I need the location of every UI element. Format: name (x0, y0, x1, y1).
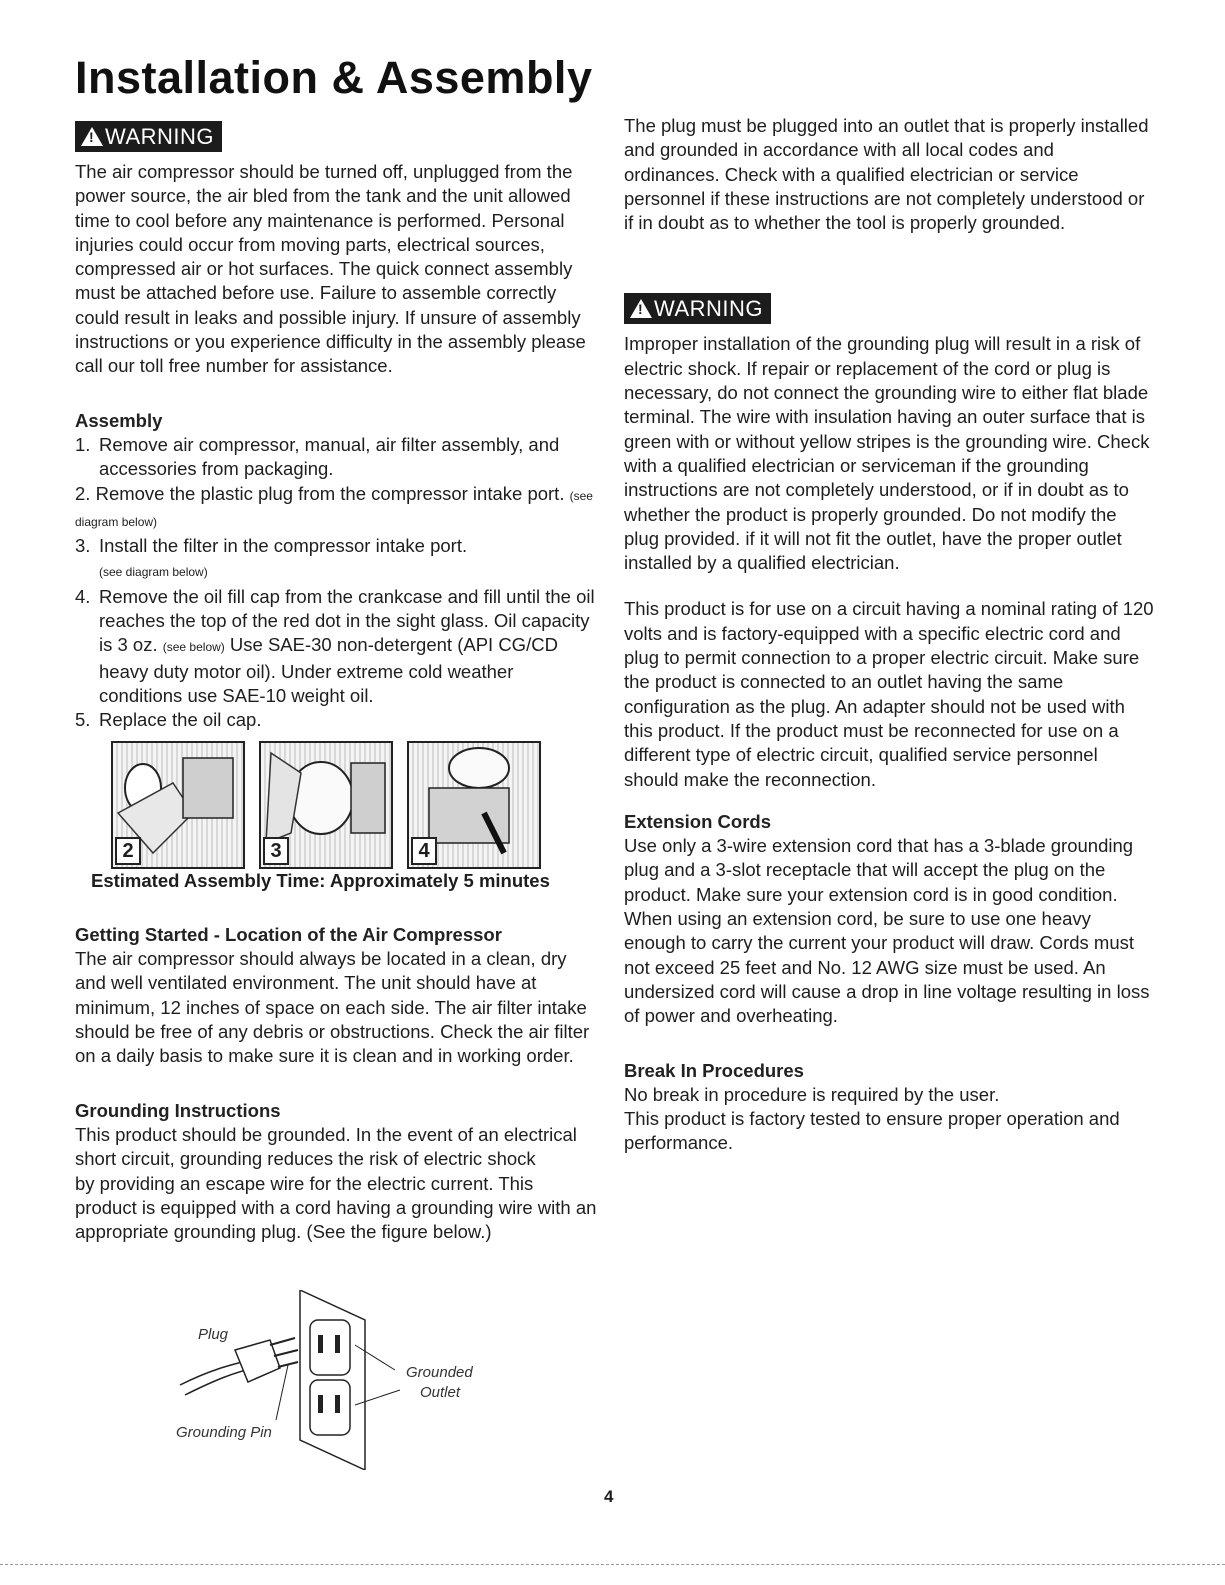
outlet-label: Outlet (420, 1384, 461, 1401)
plug-outlet-text: The plug must be plugged into an outlet that is properly installed and grounded in accordance with all local codes and ordinances. Check with a qualified electrician or service personnel if these instructions are not completely understood or if in doubt as to whether the tool is properly grounded. (624, 115, 1149, 234)
bottom-divider (0, 1564, 1225, 1565)
assembly-step: 4. Remove the oil fill cap from the crankcase and fill until the oil reaches the top of the red dot in the sight glass. Oil capacity is 3 oz. (see below) Use SAE-30 non-detergent (API CG/CD heavy duty motor oil). Under extreme cold weather conditions use SAE-10 weight oil. (75, 585, 595, 706)
right-column (624, 114, 1154, 1156)
left-column (75, 121, 600, 1244)
warning-triangle-icon (630, 299, 652, 318)
warning-text: The air compressor should be turned off, unplugged from the power source, the air bled from the tank and the unit allowed time to cool before any maintenance is performed. Personal injuries could occur from moving parts, electrical sources, compressed air or hot surfaces. The quick connect assembly must be attached before use. Failure to assemble correctly could result in leaks and possible injury. If unsure of assembly instructions or you experience difficulty in the assembly please call our toll free number for assistance. (75, 161, 586, 377)
grounding-plug-figure (170, 1290, 530, 1470)
assembly-photos (111, 741, 600, 869)
warning-label: WARNING (105, 124, 215, 149)
warning-label: WARNING (654, 296, 764, 322)
extension-cords-text: Use only a 3-wire extension cord that has a 3-blade grounding plug and a 3-slot receptacle that will accept the plug on the product. Make sure your extension cord is in good condition. When using an extension cord, be sure to use one heavy enough to carry the current your product will draw. Cords must not exceed 25 feet and No. 12 AWG size must be used. An undersized cord will cause a drop in line voltage resulting in loss of power and overheating. (624, 835, 1150, 1027)
getting-started-heading: Getting Started - Location of the Air Compressor (75, 923, 502, 945)
grounding-pin-label: Grounding Pin (176, 1424, 272, 1441)
warning-text: Improper installation of the grounding plug will result in a risk of electric shock. If repair or replacement of the cord or plug is necessary, do not connect the grounding wire to either flat blade terminal. The wire with insulation having an outer surface that is green with or without yellow stripes is the grounding wire. Check with a qualified electrician or serviceman if the grounding instructions are not completely understood, or if in doubt as to whether the product is properly grounded. Do not modify the plug provided. if it will not fit the outlet, have the proper outlet installed by a qualified electrician. (624, 333, 1150, 574)
assembly-photo (407, 741, 541, 869)
warning-banner (75, 121, 222, 152)
grounding-text: by providing an escape wire for the electric current. This product is equipped with a cord having a grounding wire with an appropriate grounding plug. (See the figure below.) (75, 1172, 597, 1243)
grounding-plug-illustration (170, 1290, 530, 1470)
assembly-step: 1. Remove air compressor, manual, air filter assembly, and accessories from packaging. (75, 433, 560, 480)
circuit-text: This product is for use on a circuit having a nominal rating of 120 volts and is factory-equipped with a specific electric cord and plug to permit connection to a proper electric circuit. Make sure the product is connected to an outlet having the same configuration as the plug. An adapter should not be used with this product. If the product must be reconnected for use on a different type of electric circuit, qualified service personnel should make the reconnection. (624, 598, 1154, 790)
break-in-heading: Break In Procedures (624, 1059, 804, 1081)
assembly-step: 2. Remove the plastic plug from the compressor intake port. (see diagram below) (75, 482, 593, 529)
assembly-step: 3. Install the filter in the compressor intake port. (see diagram below) (75, 535, 468, 580)
assembly-steps (75, 433, 600, 733)
page-title: Installation & Assembly (75, 52, 593, 103)
extension-cords-heading: Extension Cords (624, 810, 771, 832)
grounding-text: This product should be grounded. In the event of an electrical short circuit, grounding reduces the risk of electric shock (75, 1123, 577, 1170)
plug-label: Plug (198, 1326, 229, 1343)
photo-number: 2 (115, 837, 141, 865)
break-in-text: This product is factory tested to ensure proper operation and performance. (624, 1108, 1120, 1154)
grounded-label: Grounded (406, 1364, 473, 1381)
getting-started-text: The air compressor should always be located in a clean, dry and well ventilated environment. The unit should have at minimum, 12 inches of space on each side. The air filter intake should be free of any debris or obstructions. Check the air filter on a daily basis to make sure it is clean and in working order. (75, 948, 590, 1067)
photo-number: 4 (411, 837, 437, 865)
assembly-photo (111, 741, 245, 869)
assembly-photo (259, 741, 393, 869)
assembly-step: 5. Replace the oil cap. (75, 709, 262, 731)
grounding-heading: Grounding Instructions (75, 1099, 281, 1121)
estimated-assembly-time: Estimated Assembly Time: Approximately 5 minutes (91, 869, 550, 891)
break-in-text: No break in procedure is required by the user. (624, 1083, 1000, 1105)
page-number: 4 (604, 1487, 614, 1506)
photo-number: 3 (263, 837, 289, 865)
assembly-heading: Assembly (75, 409, 163, 431)
warning-banner (624, 293, 771, 324)
warning-triangle-icon (81, 127, 103, 146)
